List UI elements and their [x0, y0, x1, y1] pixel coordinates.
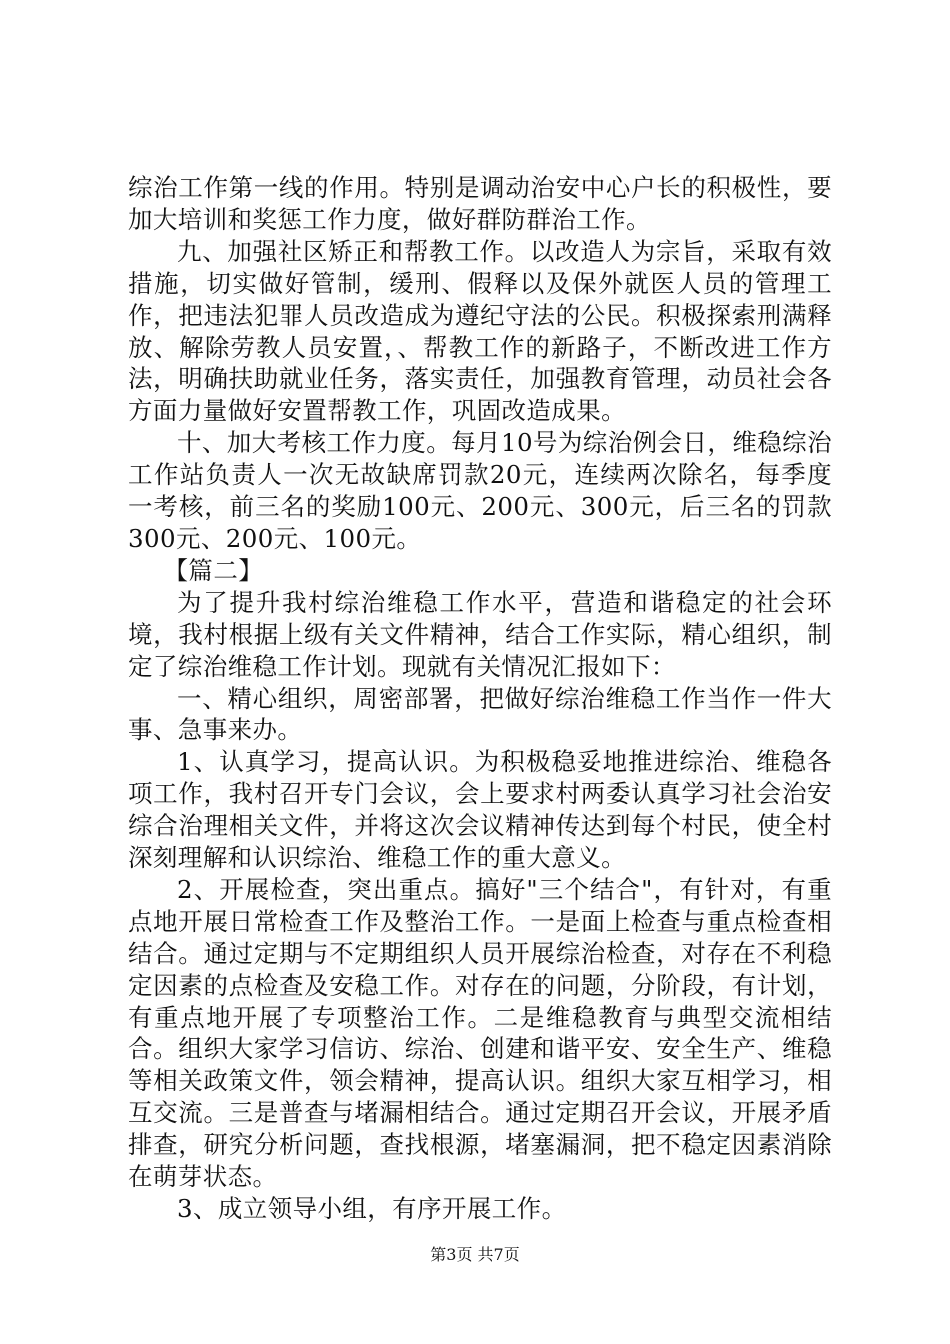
- paragraph-subitem-one: 1、认真学习，提高认识。为积极稳妥地推进综治、维稳各项工作，我村召开专门会议，会上要求村两委认真学习社会治安综合治理相关文件，并将这次会议精神传达到每个村民，使全村深刻理解和认识综治、维稳工作的重大意义。: [128, 747, 832, 873]
- chapter-heading: 【篇二】: [163, 555, 264, 585]
- paragraph-item-one: 一、精心组织，周密部署，把做好综治维稳工作当作一件大事、急事来办。: [128, 683, 832, 745]
- paragraph-section-ten: 十、加大考核工作力度。每月10号为综治例会日，维稳综治工作站负责人一次无故缺席罚款20元，连续两次除名，每季度一考核，前三名的奖励100元、200元、300元，后三名的罚款300元、200元、100元。: [128, 428, 832, 553]
- page-number-footer: 第3页 共7页: [430, 1245, 520, 1264]
- paragraph-section-nine: 九、加强社区矫正和帮教工作。以改造人为宗旨，采取有效措施，切实做好管制，缓刑、假释以及保外就医人员的管理工作，把违法犯罪人员改造成为遵纪守法的公民。积极探索刑满释放、解除劳教人员安置，、帮教工作的新路子，不断改进工作方法，明确扶助就业任务，落实责任，加强教育管理，动员社会各方面力量做好安置帮教工作，巩固改造成果。: [128, 236, 832, 426]
- paragraph-continuation: 综治工作第一线的作用。特别是调动治安中心户长的积极性，要加大培训和奖惩工作力度，做好群防群治工作。: [128, 173, 832, 234]
- paragraph-intro: 为了提升我村综治维稳工作水平，营造和谐稳定的社会环境，我村根据上级有关文件精神，结合工作实际，精心组织，制定了综治维稳工作计划。现就有关情况汇报如下：: [128, 587, 832, 681]
- paragraph-subitem-three: 3、成立领导小组，有序开展工作。: [177, 1194, 567, 1223]
- paragraph-subitem-two: 2、开展检查，突出重点。搞好"三个结合"，有针对，有重点地开展日常检查工作及整治工作。一是面上检查与重点检查相结合。通过定期与不定期组织人员开展综治检查，对存在不利稳定因素的点检查及安稳工作。对存在的问题，分阶段，有计划，有重点地开展了专项整治工作。二是维稳教育与典型交流相结合。组织大家学习信访、综治、创建和谐平安、安全生产、维稳等相关政策文件，领会精神，提高认识。组织大家互相学习，相互交流。三是普查与堵漏相结合。通过定期召开会议，开展矛盾排查，研究分析问题，查找根源，堵塞漏洞，把不稳定因素消除在萌芽状态。: [128, 874, 832, 1192]
- document-body: [128, 172, 832, 1225]
